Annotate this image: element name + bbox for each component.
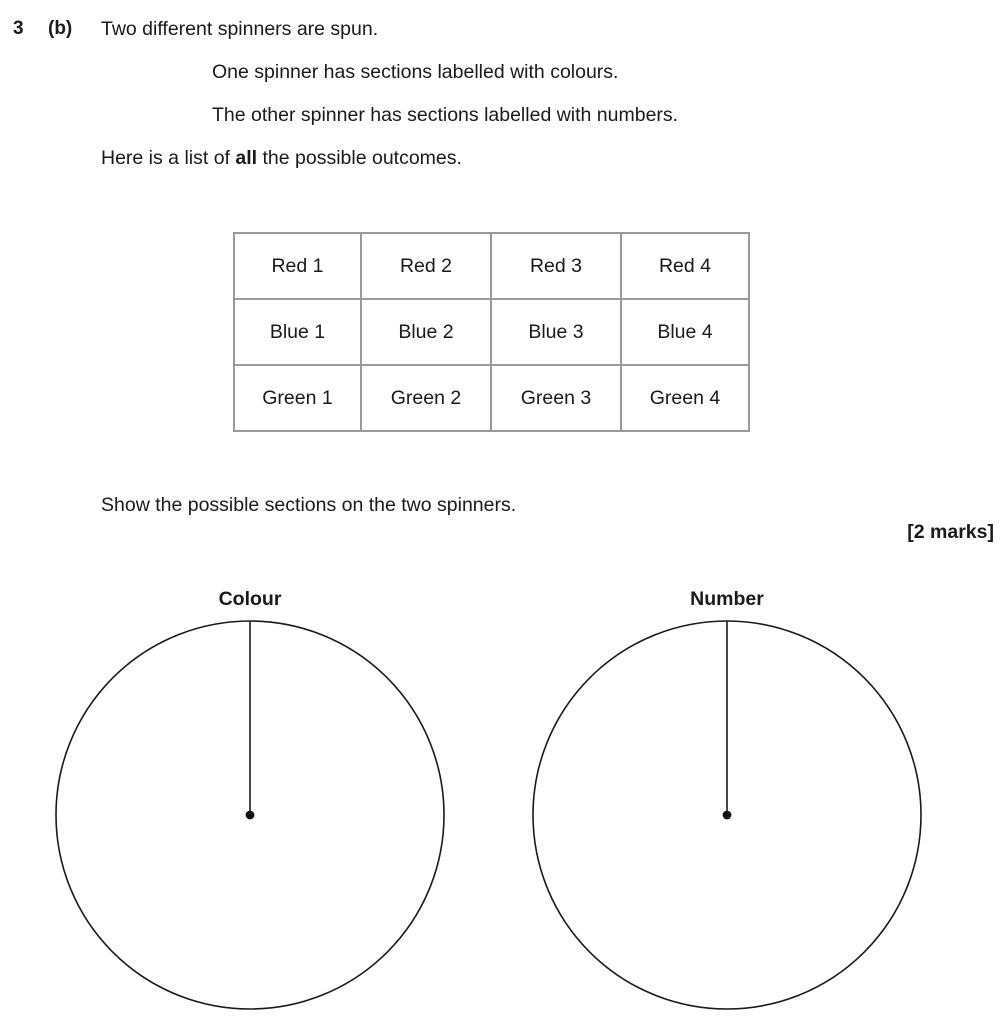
marks-allocation: [2 marks] [907,521,994,543]
spinner-diagram-colour [46,612,454,1022]
spinner-label-number: Number [690,588,764,610]
question-line-2: One spinner has sections labelled with colours. [212,61,619,83]
question-line-4 [101,145,462,171]
table-cell: Green 2 [361,365,491,431]
table-cell: Red 1 [234,233,361,299]
table-cell: Blue 2 [361,299,491,365]
question-line-4-emphasis: all [235,147,258,169]
table-cell: Red 3 [491,233,621,299]
spinner-centre-dot-colour [246,811,255,820]
table-cell: Green 1 [234,365,361,431]
instruction-text: Show the possible sections on the two spinners. [101,494,517,516]
spinner-diagram-number [523,612,931,1022]
table-cell: Green 3 [491,365,621,431]
question-line-4-prefix: Here is a list of [101,147,236,169]
table-row [234,233,749,299]
table-row [234,299,749,365]
table-row [234,365,749,431]
question-line-1: Two different spinners are spun. [101,18,379,40]
spinner-label-colour: Colour [218,588,282,610]
table-cell: Blue 3 [491,299,621,365]
question-line-3: The other spinner has sections labelled with numbers. [212,104,679,126]
question-line-4-suffix: the possible outcomes. [257,147,462,169]
table-cell: Blue 4 [621,299,749,365]
table-cell: Red 4 [621,233,749,299]
spinner-centre-dot-number [723,811,732,820]
question-number: 3 [13,18,24,39]
table-cell: Blue 1 [234,299,361,365]
outcomes-table [233,232,750,432]
question-part-label: (b) [48,18,73,39]
table-cell: Green 4 [621,365,749,431]
table-cell: Red 2 [361,233,491,299]
